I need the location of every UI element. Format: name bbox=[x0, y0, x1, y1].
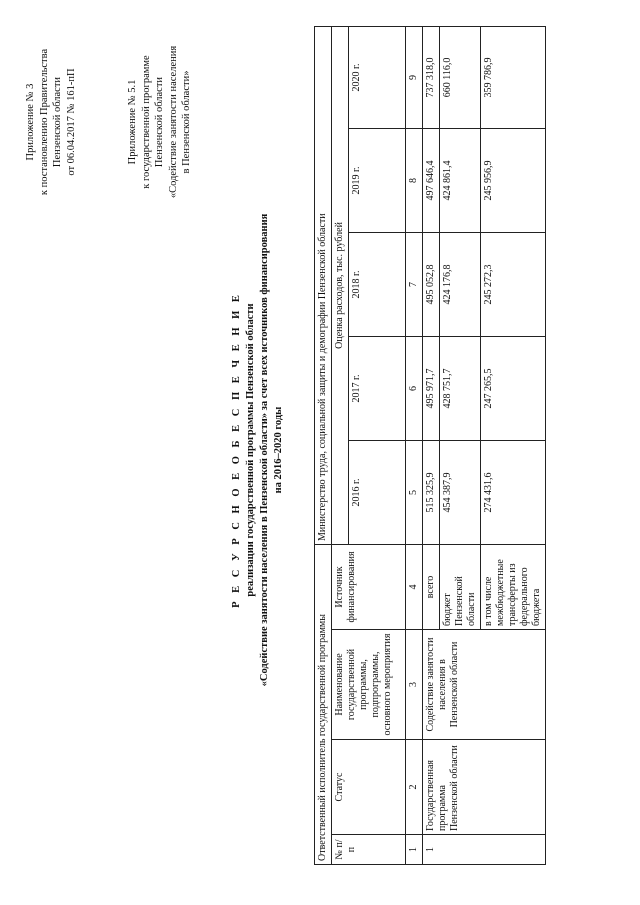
col-index: 5 bbox=[406, 440, 423, 544]
index-row bbox=[406, 26, 423, 864]
header-num: № п/п bbox=[332, 835, 406, 865]
year-header: 2020 г. bbox=[349, 26, 406, 128]
col-index: 8 bbox=[406, 128, 423, 232]
appendix-program-line: Приложение № 5.1 bbox=[127, 79, 138, 165]
col-index: 2 bbox=[406, 740, 423, 835]
appendix-main-block bbox=[24, 27, 78, 217]
value-cell: 515 325,9 bbox=[423, 440, 440, 544]
value-cell: 495 971,7 bbox=[423, 336, 440, 440]
appendix-main-line: от 06.04.2017 № 161-пП bbox=[65, 68, 77, 176]
source-label: бюджет Пензенской области bbox=[440, 544, 481, 629]
row-name: Содействие занятости населения в Пензенской области bbox=[423, 630, 546, 740]
value-cell: 424 176,8 bbox=[440, 232, 481, 336]
source-label: всего bbox=[423, 544, 440, 629]
year-header: 2019 г. bbox=[349, 128, 406, 232]
value-cell: 454 387,9 bbox=[440, 440, 481, 544]
value-cell: 245 272,3 bbox=[481, 232, 546, 336]
value-cell: 497 646,4 bbox=[423, 128, 440, 232]
appendix-program-line: к государственной программе bbox=[140, 55, 152, 189]
header-status: Статус bbox=[332, 740, 406, 835]
row-num: 1 bbox=[423, 835, 546, 865]
value-cell: 245 956,9 bbox=[481, 128, 546, 232]
year-header: 2017 г. bbox=[349, 336, 406, 440]
appendix-main-line: Приложение № 3 bbox=[25, 83, 36, 161]
row-status: Государственная программа Пензенской области bbox=[423, 740, 546, 835]
executor-value: Министерство труда, социальной защиты и демографии Пензенской области bbox=[315, 26, 332, 544]
appendix-main-line: к постановлению Правительства bbox=[38, 48, 50, 196]
value-cell: 359 786,9 bbox=[481, 26, 546, 128]
executor-row bbox=[315, 26, 332, 864]
appendix-program-line: Пензенской области bbox=[154, 76, 165, 168]
resource-table bbox=[314, 26, 546, 865]
value-cell: 495 052,8 bbox=[423, 232, 440, 336]
source-label: в том числе межбюджетные трансферты из федерального бюджета bbox=[481, 544, 546, 629]
year-header: 2018 г. bbox=[349, 232, 406, 336]
value-cell: 274 431,6 bbox=[481, 440, 546, 544]
header-row bbox=[332, 26, 349, 864]
document-heading bbox=[230, 55, 286, 845]
heading-line: «Содействие занятости населения в Пензенской области» за счет всех источников финансирования bbox=[259, 213, 270, 687]
col-index: 3 bbox=[406, 630, 423, 740]
resource-table-wrapper bbox=[314, 27, 546, 865]
appendix-program-block bbox=[126, 27, 194, 217]
table-row bbox=[423, 26, 440, 864]
value-cell: 424 861,4 bbox=[440, 128, 481, 232]
col-index: 4 bbox=[406, 544, 423, 629]
value-cell: 247 265,5 bbox=[481, 336, 546, 440]
executor-label: Ответственный исполнитель государственной программы bbox=[315, 544, 332, 864]
year-header: 2016 г. bbox=[349, 440, 406, 544]
header-costs: Оценка расходов, тыс. рублей bbox=[332, 26, 349, 544]
value-cell: 660 116,0 bbox=[440, 26, 481, 128]
header-name: Наименование государственной программы, подпрограммы, основного мероприятия bbox=[332, 630, 406, 740]
appendix-main-line: Пензенской области bbox=[52, 76, 63, 168]
heading-line: реализации государственной программы Пензенской области bbox=[245, 303, 256, 597]
header-source: Источник финансирования bbox=[332, 544, 406, 629]
col-index: 7 bbox=[406, 232, 423, 336]
value-cell: 428 751,7 bbox=[440, 336, 481, 440]
value-cell: 737 318,0 bbox=[423, 26, 440, 128]
heading-line: на 2016–2020 годы bbox=[273, 406, 284, 494]
col-index: 6 bbox=[406, 336, 423, 440]
heading-title: Р Е С У Р С Н О Е О Б Е С П Е Ч Е Н И Е bbox=[231, 292, 242, 608]
appendix-program-line: «Содействие занятости населения bbox=[167, 45, 179, 199]
col-index: 1 bbox=[406, 835, 423, 865]
appendix-program-line: в Пензенской области» bbox=[181, 70, 192, 174]
col-index: 9 bbox=[406, 26, 423, 128]
